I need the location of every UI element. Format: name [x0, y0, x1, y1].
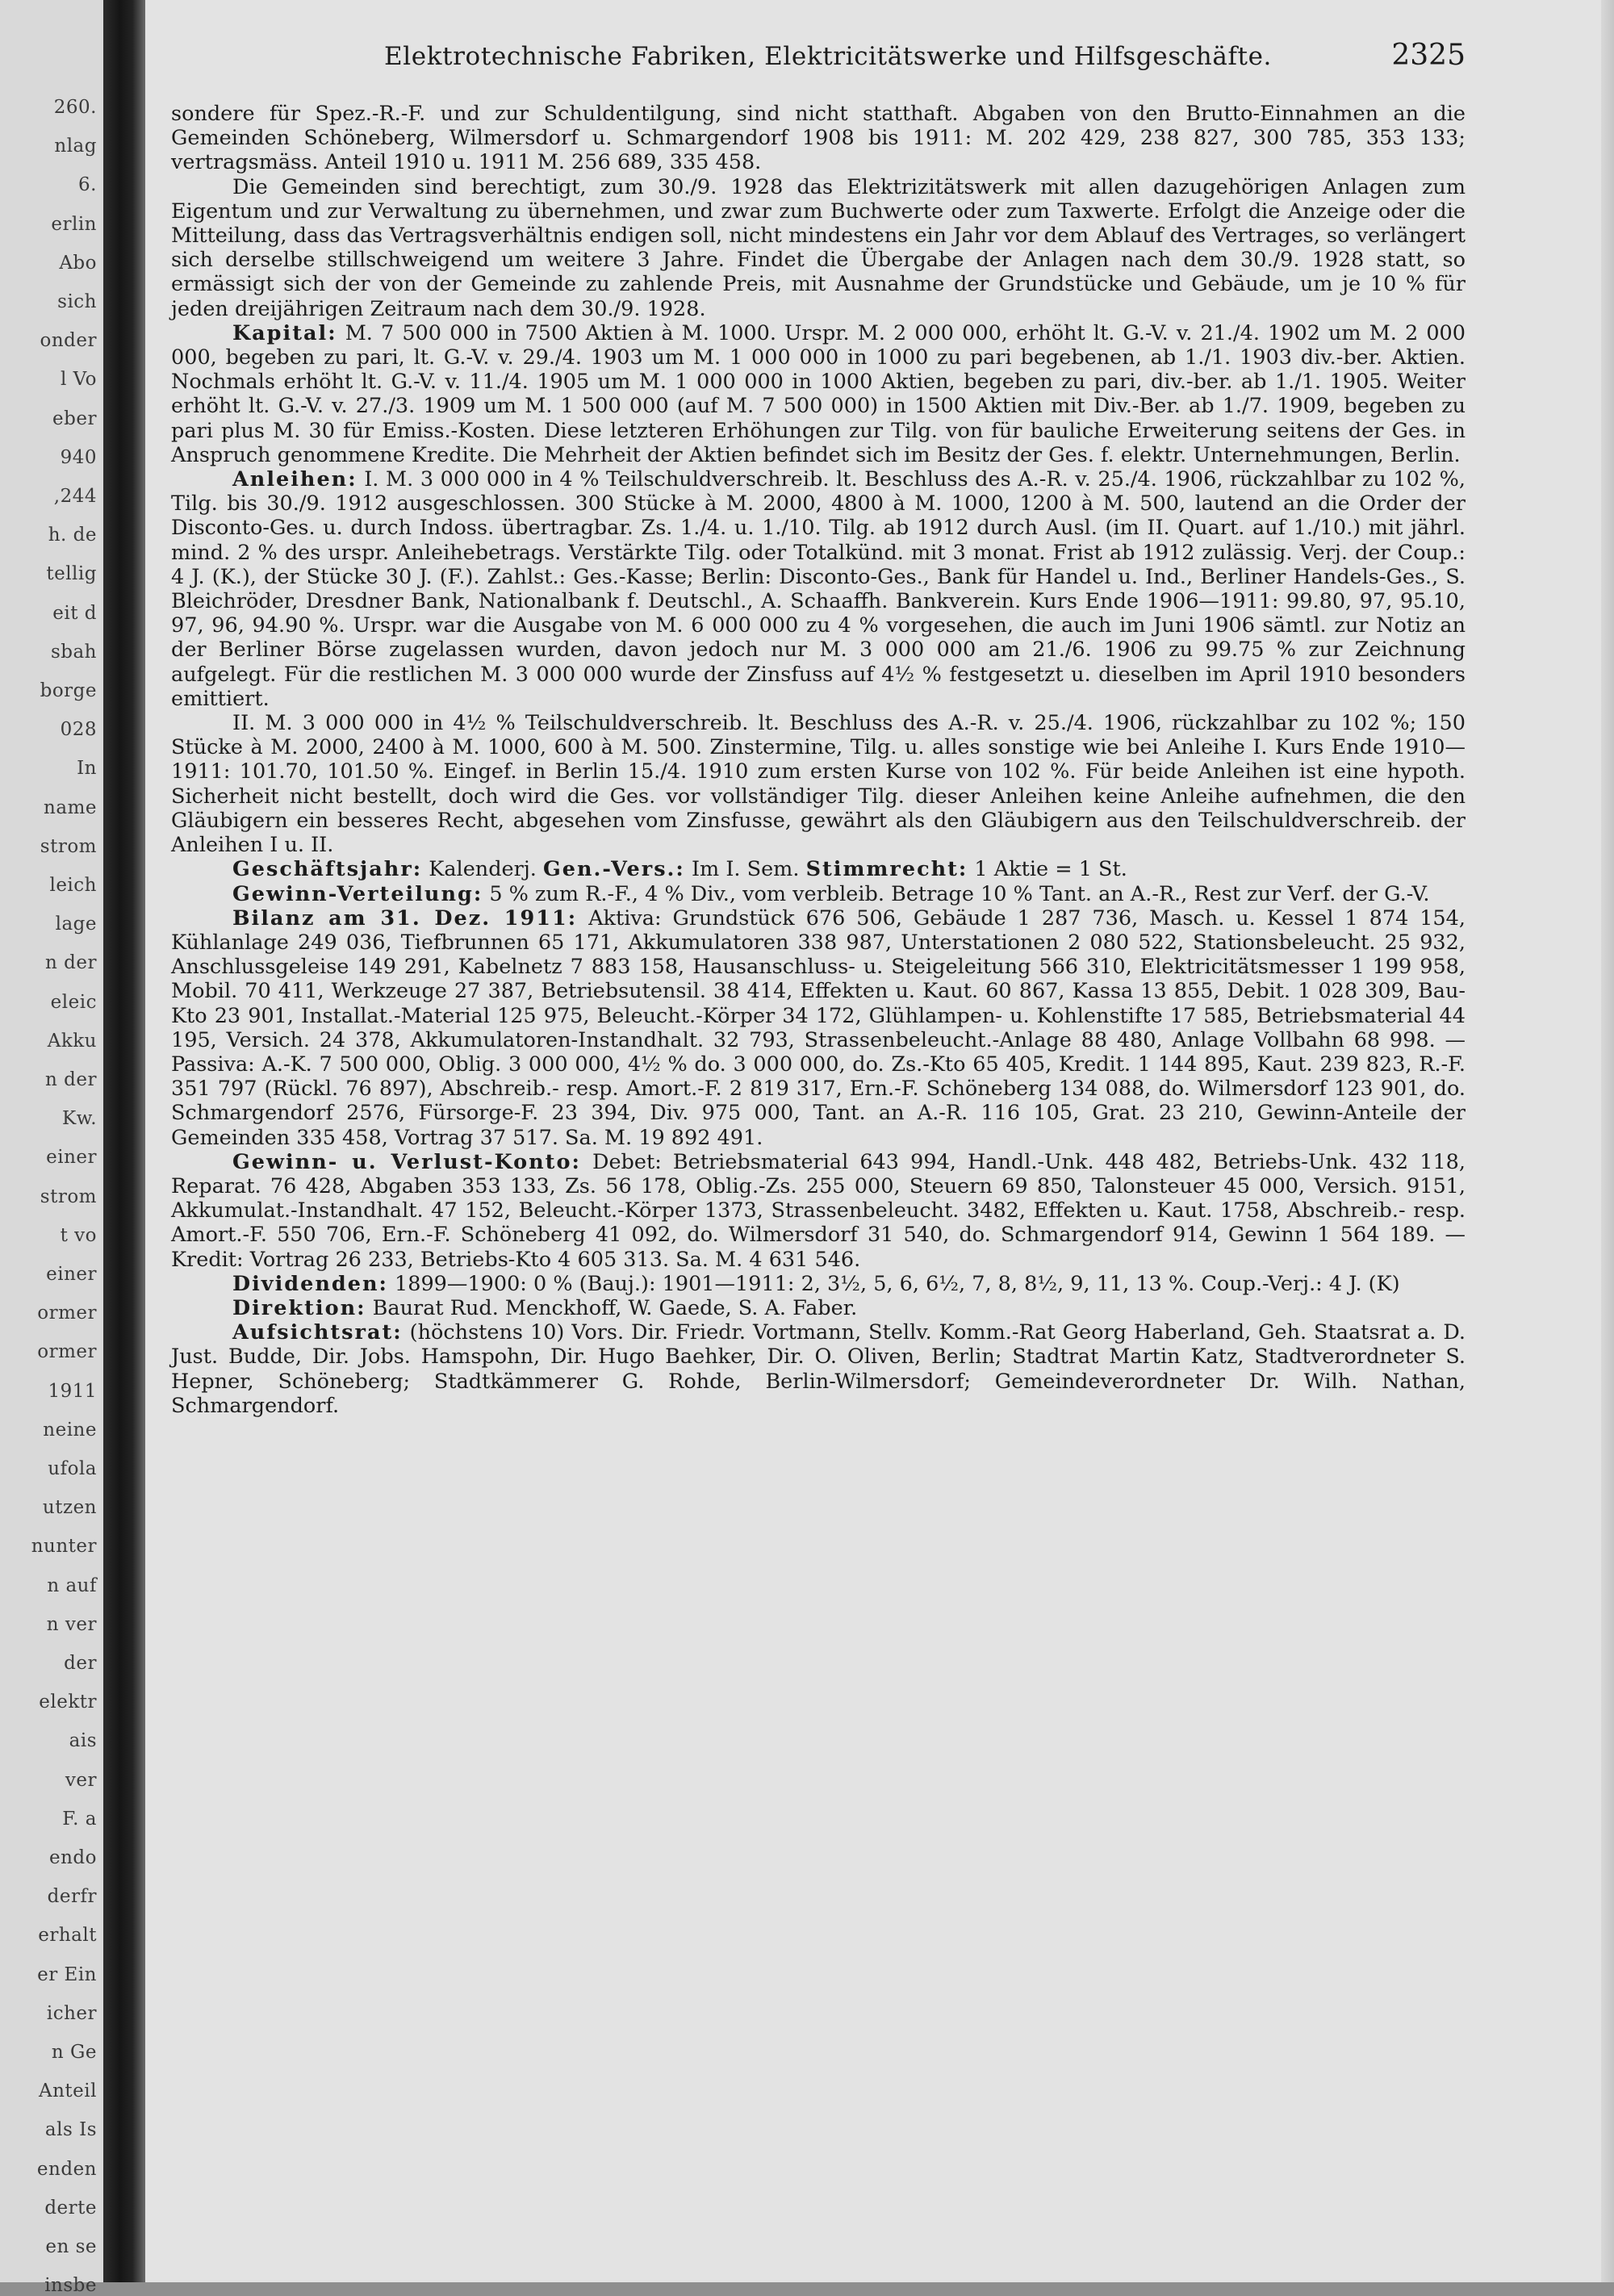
previous-page-fragment: 1911	[48, 1380, 97, 1402]
previous-page-fragment: 6.	[78, 174, 97, 196]
section-label: Dividenden:	[232, 1271, 388, 1296]
paragraph	[171, 711, 1466, 857]
paragraph	[171, 1320, 1466, 1418]
paragraph-text: 1899—1900: 0 % (Bauj.): 1901—1911: 2, 3½, 5, 6, 6½, 7, 8, 8½, 9, 11, 13 %. Coup.-Verj.: 4 J. (K)	[387, 1271, 1400, 1296]
previous-page-fragment: einer	[46, 1147, 97, 1169]
previous-page-fragment: n der	[45, 1069, 97, 1090]
previous-page-fragment: eit d	[52, 602, 97, 624]
section-label: Aufsichtsrat:	[232, 1320, 403, 1345]
previous-page-fragment: tellig	[46, 563, 97, 585]
previous-page-fragment: n auf	[47, 1575, 97, 1596]
previous-page-fragment: nlag	[54, 136, 97, 157]
paragraph	[171, 1150, 1466, 1272]
previous-page-fragment: n Ge	[51, 2042, 97, 2063]
previous-page-fragment: In	[77, 758, 97, 780]
previous-page-fragment: ais	[69, 1730, 97, 1752]
previous-page-fragment: derte	[44, 2197, 97, 2219]
paragraph-text: Kalenderj.	[422, 857, 543, 882]
paragraph-text: M. 7 500 000 in 7500 Aktien à M. 1000. Urspr. M. 2 000 000, erhöht lt. G.-V. v. 21./4. 1902 um M. 2 000 000, begeben zu pari, lt. G.-V. v. 29./4. 1903 um M. 1 000 000 in 1000 zu pari begebenen, ab 1./1. 1903 div.-ber. Aktien. Nochmals erhöht lt. G.-V. v. 11./4. 1905 um M. 1 000 000 in 1000 Aktien, begeben zu pari, div.-ber. ab 1./1. 1905. Weiter erhöht lt. G.-V. v. 27./3. 1909 um M. 1 500 000 (auf M. 7 500 000) in 1500 Aktien mit Div.-Ber. ab 1./7. 1909, begeben zu pari plus M. 30 für Emiss.-Kosten. Diese letzteren Erhöhungen zur Tilg. von für bauliche Erweiterung seitens der Ges. in Anspruch genommene Kredite. Die Mehrheit der Aktien befindet sich im Besitz der Ges. f. elektr. Unternehmungen, Berlin.	[171, 320, 1466, 467]
paragraph-text: Baurat Rud. Menckhoff, W. Gaede, S. A. Faber.	[366, 1295, 858, 1320]
previous-page-fragment: erhalt	[38, 1925, 97, 1947]
previous-page-fragment: einer	[46, 1264, 97, 1285]
paragraph-text: I. M. 3 000 000 in 4 % Teilschuldverschreib. lt. Beschluss des A.-R. v. 25./4. 1906, rückzahlbar zu 102 %, Tilg. bis 30./9. 1912 ausgeschlossen. 300 Stücke à M. 2000, 4800 à M. 1000, 1200 à M. 500, lautend an die Order der Disconto-Ges. u. durch Indoss. übertragbar. Zs. 1./4. u. 1./10. Tilg. ab 1912 durch Ausl. (im II. Quart. auf 1./10.) mit jährl. mind. 2 % des urspr. Anleihebetrags. Verstärkte Tilg. oder Totalkünd. mit 3 monat. Frist ab 1912 zulässig. Verj. der Coup.: 4 J. (K.), der Stücke 30 J. (F.). Zahlst.: Ges.-Kasse; Berlin: Disconto-Ges., Bank für Handel u. Ind., Berliner Handels-Ges., S. Bleichröder, Dresdner Bank, Nationalbank f. Deutschl., A. Schaaffh. Bankverein. Kurs Ende 1906—1911: 99.80, 97, 95.10, 97, 96, 94.90 %. Urspr. war die Ausgabe von M. 6 000 000 zu 4 % vorgesehen, die auch im Juni 1906 sämtl. zur Notiz an der Berliner Börse zugelassen wurden, davon jedoch nur M. 3 000 000 am 21./6. 1906 zu 99.75 % zur Zeichnung aufgelegt. Für die restlichen M. 3 000 000 wurde der Zinsfuss auf 4½ % festgesetzt u. dieselben im April 1910 besonders emittiert.	[171, 467, 1466, 711]
previous-page-fragment: n ver	[46, 1613, 97, 1635]
section-label: Geschäftsjahr:	[232, 857, 423, 882]
previous-page-fragment: als Is	[44, 2119, 97, 2141]
previous-page-fragment: onder	[40, 330, 97, 352]
section-label: Stimmrecht:	[805, 857, 968, 882]
previous-page-fragment: l Vo	[60, 369, 97, 391]
previous-page-fragment: eber	[52, 408, 97, 429]
book-gutter	[103, 0, 145, 2282]
section-label: Bilanz am 31. Dez. 1911:	[232, 905, 578, 931]
paragraph	[171, 102, 1466, 175]
paragraph	[171, 906, 1466, 1150]
page-number: 2325	[1391, 39, 1466, 72]
previous-page-fragment: enden	[36, 2158, 97, 2180]
previous-page-fragment: Anteil	[39, 2081, 97, 2102]
page-right-edge	[1601, 0, 1614, 2282]
previous-page-fragment: neine	[43, 1419, 97, 1441]
running-header	[190, 39, 1466, 77]
previous-page-fragment: icher	[46, 2002, 97, 2024]
paragraph	[171, 1272, 1466, 1296]
paragraph	[171, 857, 1466, 881]
previous-page-fragment: en se	[45, 2236, 97, 2257]
section-label: Kapital:	[232, 320, 337, 345]
paragraph-text: (höchstens 10) Vors. Dir. Friedr. Vortmann, Stellv. Komm.-Rat Georg Haberland, Geh. Staatsrat a. D. Just. Budde, Dir. Jobs. Hamspohn, Dir. Hugo Baehker, Dir. O. Oliven, Berlin; Stadtrat Martin Katz, Stadtverordneter S. Hepner, Schöneberg; Stadtkämmerer G. Rohde, Berlin-Wilmersdorf; Gemeindeverordneter Dr. Wilh. Nathan, Schmargendorf.	[171, 1320, 1466, 1418]
previous-page-fragment: derfr	[47, 1886, 97, 1908]
paragraph-text: II. M. 3 000 000 in 4½ % Teilschuldverschreib. lt. Beschluss des A.-R. v. 25./4. 1906, rückzahlbar zu 102 %; 150 Stücke à M. 2000, 2400 à M. 1000, 600 à M. 500. Zinstermine, Tilg. u. alles sonstige wie bei Anleihe I. Kurs Ende 1910—1911: 101.70, 101.50 %. Eingef. in Berlin 15./4. 1910 zum ersten Kurse von 102 %. Für beide Anleihen ist eine hypoth. Sicherheit nicht bestellt, doch wird die Ges. vor vollständiger Tilg. dieser Anleihen keine Anleihe aufnehmen, die den Gläubigern ein besseres Recht, abgesehen vom Zinsfusse, gewährt als den Gläubigern aus den Teilschuldverschreib. der Anleihen I u. II.	[171, 711, 1466, 858]
previous-page-fragment: ver	[65, 1769, 97, 1791]
paragraph	[171, 1296, 1466, 1320]
previous-page-fragment: er Ein	[37, 1964, 97, 1985]
paragraph	[171, 882, 1466, 906]
previous-page-fragment: name	[44, 797, 97, 818]
previous-page-fragment: insbe	[44, 2275, 97, 2296]
previous-page-fragment: erlin	[51, 213, 97, 235]
header-title: Elektrotechnische Fabriken, Elektricitätswerke und Hilfsgeschäfte.	[384, 42, 1272, 71]
previous-page-fragment: ufola	[48, 1458, 97, 1479]
paragraph	[171, 467, 1466, 711]
paragraph-text: sondere für Spez.-R.-F. und zur Schuldentilgung, sind nicht statthaft. Abgaben von den Brutto-Einnahmen an die Gemeinden Schöneberg, Wilmersdorf u. Schmargendorf 1908 bis 1911: M. 202 429, 238 827, 300 785, 353 133; vertragsmäss. Anteil 1910 u. 1911 M. 256 689, 335 458.	[171, 102, 1466, 175]
previous-page-fragment: Kw.	[62, 1108, 97, 1130]
paragraph-text: 5 % zum R.-F., 4 % Div., vom verbleib. Betrage 10 % Tant. an A.-R., Rest zur Verf. der G.-V.	[483, 881, 1430, 906]
section-label: Gen.-Vers.:	[542, 857, 685, 882]
previous-page-fragment: n der	[45, 952, 97, 974]
previous-page-fragment: elektr	[39, 1692, 97, 1713]
previous-page-fragment: nunter	[31, 1536, 97, 1558]
previous-page-fragment: ,244	[53, 486, 97, 507]
previous-page-fragment: endo	[49, 1847, 97, 1868]
paragraph-text: Die Gemeinden sind berechtigt, zum 30./9. 1928 das Elektrizitätswerk mit allen dazugehörigen Anlagen zum Eigentum und zur Verwaltung zu übernehmen, und zwar zum Buchwerte oder zum Taxwerte. Erfolgt die Anzeige oder die Mitteilung, dass das Vertragsverhältnis endigen soll, nicht mindestens ein Jahr vor dem Ablauf des Vertrages, so verlängert sich derselbe stillschweigend um weitere 3 Jahre. Findet die Übergabe der Anlagen nach dem 30./9. 1928 statt, so ermässigt sich der von der Gemeinde zu zahlende Preis, mit Ausnahme der Grundstücke und Gebäude, um je 10 % für jeden dreijährigen Zeitraum nach dem 30./9. 1928.	[171, 174, 1466, 321]
section-label: Gewinn- u. Verlust-Konto:	[232, 1149, 581, 1174]
section-label: Gewinn-Verteilung:	[232, 881, 483, 906]
previous-page-fragment: leich	[49, 875, 97, 896]
previous-page-fragment: ormer	[37, 1303, 97, 1324]
previous-page-fragment: lage	[55, 914, 97, 935]
previous-page-fragment: strom	[40, 1186, 97, 1207]
previous-page-fragment: borge	[40, 680, 97, 701]
previous-page-fragment: Abo	[59, 252, 97, 274]
previous-page-fragment: ormer	[37, 1341, 97, 1363]
paragraph-text: Aktiva: Grundstück 676 506, Gebäude 1 287 736, Masch. u. Kessel 1 874 154, Kühlanlage 249 036, Tiefbrunnen 65 171, Akkumulatoren 338 987, Unterstationen 2 080 522, Stationsbeleucht. 25 932, Anschlussgeleise 149 291, Kabelnetz 7 883 158, Hausanschluss- u. Steigeleitung 566 310, Elektricitätsmesser 1 199 958, Mobil. 70 411, Werkzeuge 27 387, Betriebsutensil. 38 414, Effekten u. Kaut. 60 867, Kassa 13 855, Debit. 1 028 309, Bau-Kto 23 901, Installat.-Material 125 975, Beleucht.-Körper 34 172, Glühlampen- u. Kohlenstifte 17 585, Betriebsmaterial 44 195, Versich. 24 378, Akkumulatoren-Instandhalt. 32 793, Strassenbeleucht.-Anlage 88 480, Anlage Vollbahn 68 998. — Passiva: A.-K. 7 500 000, Oblig. 3 000 000, 4½ % do. 3 000 000, do. Zs.-Kto 65 405, Kredit. 1 144 895, Kaut. 239 823, R.-F. 351 797 (Rückl. 76 897), Abschreib.- resp. Amort.-F. 2 819 317, Ern.-F. Schöneberg 134 088, do. Wilmersdorf 123 901, do. Schmargendorf 2576, Fürsorge-F. 23 394, Div. 975 000, Tant. an A.-R. 116 105, Grat. 23 210, Gewinn-Anteile der Gemeinden 335 458, Vortrag 37 517. Sa. M. 19 892 491.	[171, 905, 1466, 1150]
previous-page-fragment: h. de	[48, 525, 97, 546]
paragraph	[171, 321, 1466, 467]
previous-page-fragment: utzen	[42, 1497, 97, 1519]
previous-page-fragment: eleic	[50, 991, 97, 1013]
previous-page-fragment: sich	[57, 291, 97, 312]
previous-page-fragment: strom	[40, 835, 97, 857]
previous-page-fragment: sbah	[50, 641, 97, 663]
paragraph-text: 1 Aktie = 1 St.	[968, 857, 1127, 882]
previous-page-fragment: 260.	[53, 97, 97, 118]
section-label: Direktion:	[232, 1295, 366, 1320]
paragraph-text: Debet: Betriebsmaterial 643 994, Handl.-Unk. 448 482, Betriebs-Unk. 432 118, Reparat. 76 428, Abgaben 353 133, Zs. 56 178, Oblig.-Zs. 255 000, Steuern 69 850, Talonsteuer 45 000, Versich. 9151, Akkumulat.-Instandhalt. 47 152, Beleucht.-Körper 1373, Strassenbeleucht. 3482, Effekten u. Kaut. 1758, Abschreib.- resp. Amort.-F. 550 706, Ern.-F. Schöneberg 41 092, do. Wilmersdorf 31 540, do. Schmargendorf 914, Gewinn 1 564 189. — Kredit: Vortrag 26 233, Betriebs-Kto 4 605 313. Sa. M. 4 631 546.	[171, 1149, 1466, 1272]
previous-page-fragment: 028	[60, 719, 97, 741]
previous-page-fragment: 940	[60, 446, 97, 468]
body-text	[171, 102, 1466, 1418]
paragraph-text: Im I. Sem.	[684, 857, 806, 882]
previous-page-fragment: Akku	[47, 1030, 97, 1052]
paragraph	[171, 175, 1466, 321]
previous-page-fragment: der	[64, 1653, 97, 1674]
previous-page-fragment: F. a	[62, 1808, 97, 1830]
previous-page-fragment: t vo	[60, 1224, 97, 1246]
previous-page-edge	[0, 0, 103, 2296]
section-label: Anleihen:	[232, 467, 358, 492]
